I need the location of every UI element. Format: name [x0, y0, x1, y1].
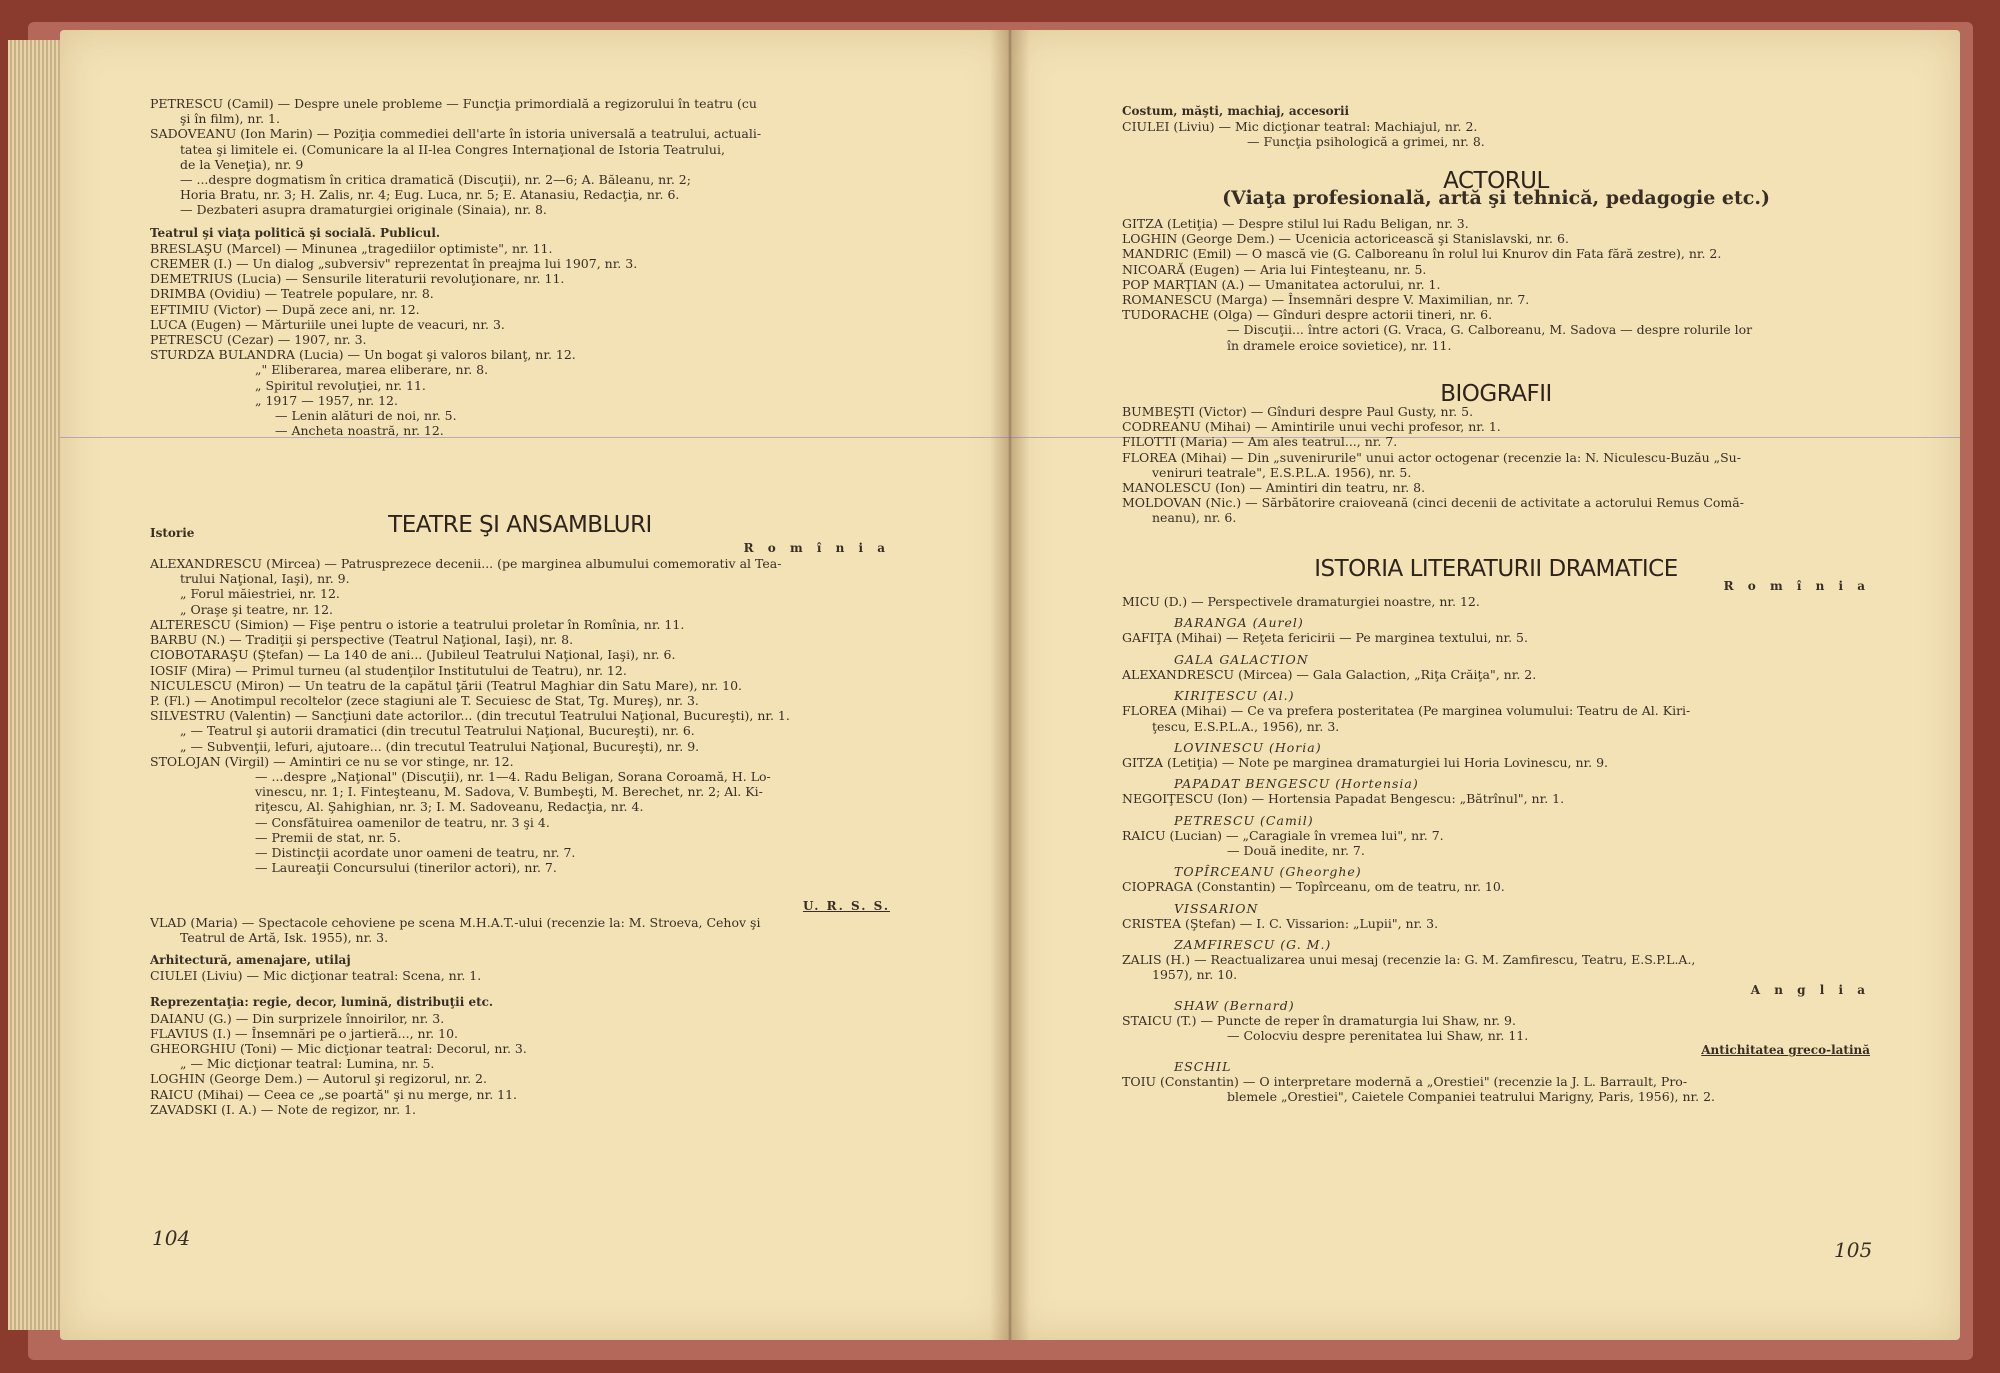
country-label: Antichitatea greco-latină — [1701, 1043, 1870, 1058]
entry-line: — Consfătuirea oamenilor de teatru, nr. 3 şi 4. — [255, 814, 550, 830]
page-number-left: 104 — [152, 1226, 191, 1250]
entry-line: 1957), nr. 10. — [1152, 967, 1238, 983]
country-label: R o m î n i a — [743, 540, 890, 555]
entry-line: „ — Teatrul şi autorii dramatici (din trecutul Teatrului Naţional, Bucureşti), nr. 6. — [180, 723, 695, 739]
country-label: U. R. S. S. — [802, 899, 890, 914]
entry-line: FLAVIUS (I.) — Însemnări pe o jartieră..., nr. 10. — [150, 1025, 458, 1041]
entry-line: DRIMBA (Ovidiu) — Teatrele populare, nr. 8. — [150, 286, 434, 302]
section-heading: Istorie — [150, 525, 195, 540]
entry-line: ALEXANDRESCU (Mircea) — Gala Galaction, „Riţa Crăiţa", nr. 2. — [1122, 666, 1537, 682]
entry-line: CIULEI (Liviu) — Mic dicţionar teatral: Scena, nr. 1. — [150, 968, 482, 984]
entry-line: riţescu, Al. Şahighian, nr. 3; I. M. Sadoveanu, Redacţia, nr. 4. — [255, 799, 644, 815]
entry-line: ţescu, E.S.P.L.A., 1956), nr. 3. — [1152, 718, 1340, 734]
section-heading: Costum, măşti, machiaj, accesorii — [1122, 104, 1350, 118]
entry-line: LOGHIN (George Dem.) — Autorul şi regizorul, nr. 2. — [150, 1071, 487, 1087]
entry-line: — Distincţii acordate unor oameni de teatru, nr. 7. — [255, 844, 576, 860]
entry-line: FLOREA (Mihai) — Ce va prefera posteritatea (Pe marginea volumului: Teatru de Al. Kiri- — [1122, 703, 1691, 719]
entry-line: — Colocviu despre perenitatea lui Shaw, nr. 11. — [1227, 1028, 1529, 1044]
entry-line: „ — Mic dicţionar teatral: Lumina, nr. 5. — [180, 1056, 435, 1072]
entry-line: POP MARŢIAN (A.) — Umanitatea actorului, nr. 1. — [1122, 276, 1441, 292]
entry-line: CIOPRAGA (Constantin) — Topîrceanu, om de teatru, nr. 10. — [1122, 879, 1505, 895]
entry-line: tatea şi limitele ei. (Comunicare la al II-lea Congres Internaţional de Istoria Teatrului, — [180, 141, 725, 157]
entry-line: şi în film), nr. 1. — [180, 111, 280, 127]
entry-line: în dramele eroice sovietice), nr. 11. — [1227, 337, 1452, 353]
country-label: R o m î n i a — [1723, 578, 1870, 593]
entry-line: BUMBEŞTI (Victor) — Gînduri despre Paul Gusty, nr. 5. — [1122, 404, 1474, 420]
country-label: A n g l i a — [1750, 982, 1870, 997]
entry-line: — Două inedite, nr. 7. — [1227, 842, 1365, 858]
entry-line: MANDRIC (Emil) — O mască vie (G. Calboreanu în rolul lui Knurov din Fata fără zestre), nr. 2. — [1122, 246, 1722, 262]
author-subject: BARANGA (Aurel) — [1174, 615, 1304, 631]
section-title: BIOGRAFII — [1440, 380, 1552, 407]
entry-line: STOLOJAN (Virgil) — Amintiri ce nu se vor stinge, nr. 12. — [150, 753, 514, 769]
entry-line: trului Naţional, Iaşi), nr. 9. — [180, 571, 350, 587]
entry-line: DEMETRIUS (Lucia) — Sensurile literaturii revoluţionare, nr. 11. — [150, 271, 565, 287]
section-heading: Reprezentaţia: regie, decor, lumină, distribuţii etc. — [150, 995, 494, 1010]
entry-line: CIOBOTARAŞU (Ştefan) — La 140 de ani... (Jubileul Teatrului Naţional, Iaşi), nr. 6. — [150, 647, 676, 663]
entry-line: neanu), nr. 6. — [1152, 510, 1237, 526]
entry-line: SILVESTRU (Valentin) — Sancţiuni date actorilor... (din trecutul Teatrului Naţional, Bucureşti), nr. 1. — [150, 708, 790, 724]
entry-line: GITZA (Letiţia) — Note pe marginea dramaturgiei lui Horia Lovinescu, nr. 9. — [1122, 754, 1608, 770]
entry-line: — ...despre „Naţional" (Discuţii), nr. 1—4. Radu Beligan, Sorana Coroamă, H. Lo- — [255, 768, 771, 784]
author-subject: TOPÎRCEANU (Gheorghe) — [1174, 864, 1362, 880]
entry-line: LOGHIN (George Dem.) — Ucenicia actoricească şi Stanislavski, nr. 6. — [1122, 231, 1569, 247]
entry-line: PETRESCU (Camil) — Despre unele probleme — Funcţia primordială a regizorului în teatru (cu — [150, 96, 757, 111]
entry-line: RAICU (Mihai) — Ceea ce „se poartă" şi nu merge, nr. 11. — [150, 1086, 518, 1102]
entry-line: ROMANESCU (Marga) — Însemnări despre V. Maximilian, nr. 7. — [1122, 292, 1530, 308]
entry-line: BARBU (N.) — Tradiţii şi perspective (Teatrul Naţional, Iaşi), nr. 8. — [150, 632, 574, 648]
entry-line: TUDORACHE (Olga) — Gînduri despre actorii tineri, nr. 6. — [1122, 307, 1493, 323]
entry-line: TOIU (Constantin) — O interpretare modernă a „Orestiei" (recenzie la J. L. Barrault, Pro- — [1122, 1073, 1688, 1089]
entry-line: ZAVADSKI (I. A.) — Note de regizor, nr. 1. — [150, 1101, 417, 1117]
entry-line: de la Veneţia), nr. 9 — [180, 156, 304, 172]
entry-line: „ 1917 — 1957, nr. 12. — [255, 392, 398, 408]
entry-line: SADOVEANU (Ion Marin) — Poziţia commediei dell'arte în istoria universală a teatrului, actuali- — [150, 126, 762, 142]
entry-line: DAIANU (G.) — Din surprizele înnoirilor, nr. 3. — [150, 1010, 445, 1026]
entry-line: BRESLAŞU (Marcel) — Minunea „tragediilor optimiste", nr. 11. — [150, 240, 553, 256]
entry-line: MOLDOVAN (Nic.) — Sărbătorire craioveană (cinci decenii de activitate a actorului Remus Comă- — [1122, 495, 1744, 511]
entry-line: — Ancheta noastră, nr. 12. — [275, 423, 444, 439]
section-heading: Arhitectură, amenajare, utilaj — [150, 952, 351, 967]
entry-line: LUCA (Eugen) — Mărturiile unei lupte de veacuri, nr. 3. — [150, 316, 505, 332]
author-subject: ZAMFIRESCU (G. M.) — [1174, 936, 1332, 952]
entry-line: CODREANU (Mihai) — Amintirile unui vechi profesor, nr. 1. — [1122, 419, 1501, 435]
entry-line: GHEORGHIU (Toni) — Mic dicţionar teatral: Decorul, nr. 3. — [150, 1040, 527, 1056]
entry-line: — Dezbateri asupra dramaturgiei originale (Sinaia), nr. 8. — [180, 202, 547, 218]
entries-reprezentatia — [150, 1011, 890, 1117]
author-subject: ESCHIL — [1174, 1058, 1232, 1074]
author-subject: PAPADAT BENGESCU (Hortensia) — [1174, 776, 1419, 792]
entry-line: NICULESCU (Miron) — Un teatru de la capătul ţării (Teatrul Maghiar din Satu Mare), nr. 10. — [150, 677, 743, 693]
author-subject: SHAW (Bernard) — [1174, 997, 1295, 1013]
entry-line: — ...despre dogmatism în critica dramatică (Discuţii), nr. 2—6; A. Băleanu, nr. 2; — [180, 172, 691, 188]
entry-line: — Funcţia psihologică a grimei, nr. 8. — [1247, 134, 1485, 150]
entry-line: CREMER (I.) — Un dialog „subversiv" reprezentat în preajma lui 1907, nr. 3. — [150, 256, 638, 272]
entry-line: ALEXANDRESCU (Mircea) — Patrusprezece decenii... (pe marginea albumului comemorativ al Tea- — [150, 556, 782, 572]
entry-line: STURDZA BULANDRA (Lucia) — Un bogat şi valoros bilanţ, nr. 12. — [150, 347, 576, 363]
entry-line: RAICU (Lucian) — „Caragiale în vremea lui", nr. 7. — [1122, 827, 1444, 843]
entry-line: MANOLESCU (Ion) — Amintiri din teatru, nr. 8. — [1122, 480, 1426, 496]
page-edges — [8, 40, 68, 1330]
entries-istorie — [150, 556, 890, 875]
entries-teatrul — [150, 241, 890, 439]
entry-line: MICU (D.) — Perspectivele dramaturgiei noastre, nr. 12. — [1122, 594, 1480, 610]
author-subject: VISSARION — [1174, 900, 1259, 916]
section-title: TEATRE ŞI ANSAMBLURI — [388, 512, 652, 539]
entry-line: IOSIF (Mira) — Primul turneu (al studenţilor Institutului de Teatru), nr. 12. — [150, 662, 627, 678]
entry-line: — Laureaţii Concursului (tinerilor actori), nr. 7. — [255, 860, 557, 876]
entry-line: Teatrul de Artă, Isk. 1955), nr. 3. — [180, 929, 389, 945]
entry-line: blemele „Orestiei", Caietele Companiei teatrului Marigny, Paris, 1956), nr. 2. — [1227, 1088, 1716, 1104]
entry-line: GAFIŢA (Mihai) — Reţeta fericirii — Pe marginea textului, nr. 5. — [1122, 630, 1528, 646]
entries-actorul — [1122, 216, 1870, 353]
right-column — [1122, 104, 1870, 1104]
entry-line: — Lenin alături de noi, nr. 5. — [275, 408, 457, 424]
section-title: ACTORUL — [1443, 167, 1549, 194]
entry-line: veniruri teatrale", E.S.P.L.A. 1956), nr. 5. — [1152, 464, 1412, 480]
entry-line: P. (Fl.) — Anotimpul recoltelor (zece stagiuni ale T. Secuiesc de Stat, Tg. Mureş), nr. 3. — [150, 692, 699, 708]
entry-line: — Discuţii... între actori (G. Vraca, G. Calboreanu, M. Sadova — despre rolurile lor — [1227, 322, 1753, 338]
entry-line: STAICU (T.) — Puncte de reper în dramaturgia lui Shaw, nr. 9. — [1122, 1012, 1516, 1028]
author-subject: KIRIŢESCU (Al.) — [1174, 688, 1295, 704]
entry-line: — Premii de stat, nr. 5. — [255, 829, 401, 845]
entries-top — [150, 96, 890, 218]
entry-line: FILOTTI (Maria) — Am ales teatrul..., nr. 7. — [1122, 434, 1398, 450]
entry-line: „ Forul măiestriei, nr. 12. — [180, 586, 340, 602]
entry-line: „" Eliberarea, marea eliberare, nr. 8. — [255, 362, 489, 378]
entry-line: ALTERESCU (Simion) — Fişe pentru o istorie a teatrului proletar în Romînia, nr. 11. — [150, 616, 685, 632]
left-column — [150, 96, 890, 1117]
entry-line: VLAD (Maria) — Spectacole cehoviene pe scena M.H.A.T.-ului (recenzie la: M. Stroeva, Cehov şi — [150, 914, 761, 930]
entry-line: „ — Subvenţii, lefuri, ajutoare... (din trecutul Teatrului Naţional, Bucureşti), nr. 9. — [180, 738, 700, 754]
entry-line: EFTIMIU (Victor) — După zece ani, nr. 12. — [150, 301, 420, 317]
section-subtitle: (Viaţa profesională, artă şi tehnică, pedagogie etc.) — [1222, 186, 1770, 209]
entry-line: „ Oraşe şi teatre, nr. 12. — [180, 601, 333, 617]
entry-line: ZALIS (H.) — Reactualizarea unui mesaj (recenzie la: G. M. Zamfirescu, Teatru, E.S.P.L.A., — [1122, 952, 1696, 968]
section-title: ISTORIA LITERATURII DRAMATICE — [1314, 555, 1678, 582]
section-heading: Teatrul şi viaţa politică şi socială. Publicul. — [150, 225, 441, 240]
page-number-right: 105 — [1834, 1238, 1873, 1262]
entry-line: NEGOIŢESCU (Ion) — Hortensia Papadat Bengescu: „Bătrînul", nr. 1. — [1122, 791, 1565, 807]
entry-line: FLOREA (Mihai) — Din „suvenirurile" unui actor octogenar (recenzie la: N. Niculescu-Buzău „Su- — [1122, 449, 1741, 465]
entry-line: Horia Bratu, nr. 3; H. Zalis, nr. 4; Eug. Luca, nr. 5; E. Atanasiu, Redacţia, nr. 6. — [180, 187, 680, 203]
entry-line: CRISTEA (Ştefan) — I. C. Vissarion: „Lupii", nr. 3. — [1122, 915, 1439, 931]
entry-line: PETRESCU (Cezar) — 1907, nr. 3. — [150, 332, 367, 348]
author-subject: PETRESCU (Camil) — [1174, 812, 1314, 828]
book-gutter — [990, 30, 1030, 1340]
entries-biografii — [1122, 404, 1870, 526]
author-subject: GALA GALACTION — [1174, 651, 1309, 667]
entry-line: NICOARĂ (Eugen) — Aria lui Finteşteanu, nr. 5. — [1122, 261, 1427, 277]
entry-line: „ Spiritul revoluţiei, nr. 11. — [255, 377, 426, 393]
entry-line: CIULEI (Liviu) — Mic dicţionar teatral: Machiajul, nr. 2. — [1122, 119, 1478, 135]
author-subject: LOVINESCU (Horia) — [1174, 739, 1322, 755]
entry-line: GITZA (Letiţia) — Despre stilul lui Radu Beligan, nr. 3. — [1122, 216, 1469, 232]
entry-line: vinescu, nr. 1; I. Finteşteanu, M. Sadova, V. Bumbeşti, M. Berechet, nr. 2; Al. Ki- — [255, 784, 763, 800]
